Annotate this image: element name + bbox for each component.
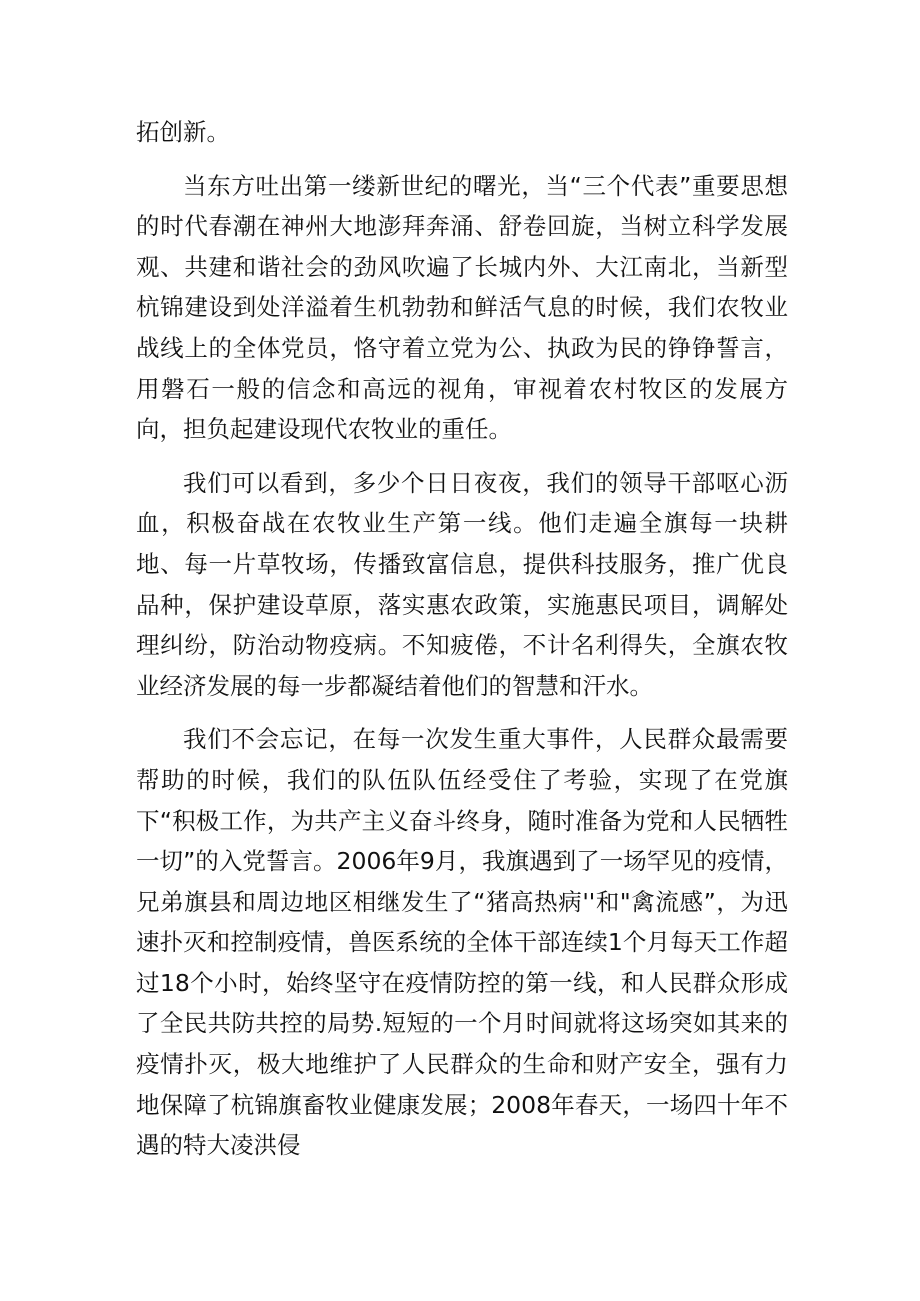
paragraph-leaders-frontline: 我们可以看到，多少个日日夜夜，我们的领导干部呕心沥血，积极奋战在农牧业生产第一线。他们走遍全旗每一块耕地、每一片草牧场，传播致富信息，提供科技服务，推广优良品种，保护建设草原，落实惠农政策，实施惠民项目，调解处理纠纷，防治动物疫病。不知疲倦，不计名利得失，全旗农牧业经济发展的每一步都凝结着他们的智慧和汗水。 bbox=[136, 468, 788, 700]
paragraph-epidemic-response: 我们不会忘记，在每一次发生重大事件，人民群众最需要帮助的时候，我们的队伍队伍经受住了考验，实现了在党旗下“积极工作，为共产主义奋斗终身，随时准备为党和人民牺牲一切”的入党誓言。2006年9月，我旗遇到了一场罕见的疫情，兄弟旗县和周边地区相继发生了“猪高热病''和"禽流感”，为迅速扑灭和控制疫情，兽医系统的全体干部连续1个月每天工作超过18个小时，始终坚守在疫情防控的第一线，和人民群众形成了全民共防共控的局势.短短的一个月时间就将这场突如其来的疫情扑灭，极大地维护了人民群众的生命和财产安全，强有力地保障了杭锦旗畜牧业健康发展；2008年春天，一场四十年不遇的特大凌洪侵 bbox=[136, 725, 788, 1160]
document-page bbox=[136, 112, 788, 1166]
paragraph-continuation: 拓创新。 bbox=[136, 118, 230, 146]
paragraph-new-century: 当东方吐出第一缕新世纪的曙光，当“三个代表”重要思想的时代春潮在神州大地澎拜奔涌、舒卷回旋，当树立科学发展观、共建和谐社会的劲风吹遍了长城内外、大江南北，当新型杭锦建设到处洋溢着生机勃勃和鲜活气息的时候，我们农牧业战线上的全体党员，恪守着立党为公、执政为民的铮铮誓言，用磐石一般的信念和高远的视角，审视着农村牧区的发展方向，担负起建设现代农牧业的重任。 bbox=[136, 171, 788, 444]
